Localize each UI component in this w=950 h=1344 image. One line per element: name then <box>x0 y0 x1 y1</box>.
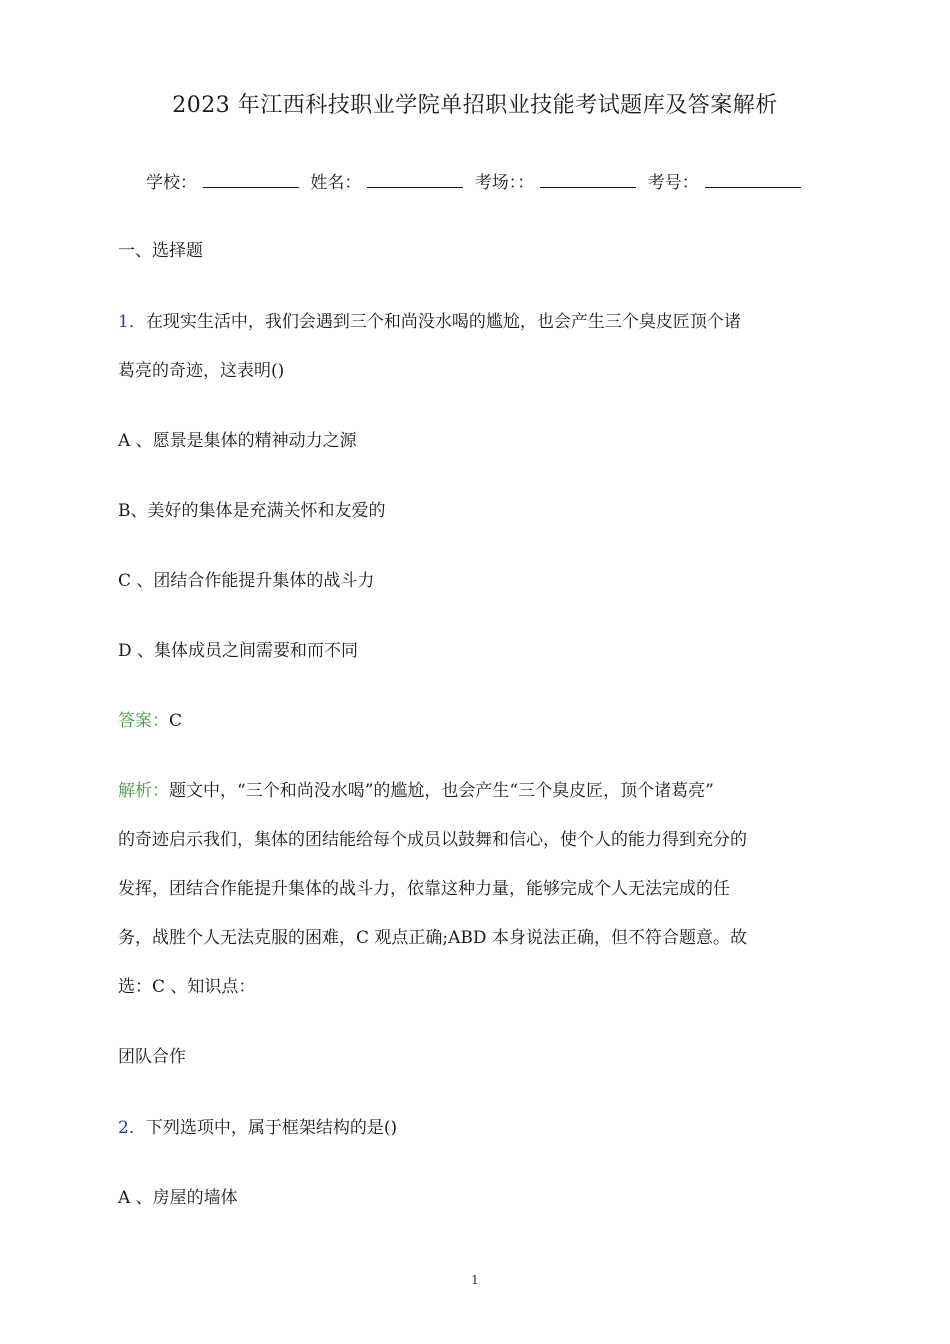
question-2-stem <box>118 1113 397 1138</box>
question-2-option-a: A 、房屋的墙体 <box>118 1188 238 1208</box>
number-label: 考号： <box>647 173 699 193</box>
section-heading: 一、选择题 <box>118 241 203 261</box>
question-1-answer <box>118 706 182 731</box>
name-label: 姓名： <box>310 173 362 193</box>
answer-label: 答案： <box>118 711 169 731</box>
question-2-number: 2． <box>118 1118 146 1138</box>
page-number: 1 <box>471 1273 479 1287</box>
question-2-stem-text: 下列选项中，属于框架结构的是() <box>145 1118 398 1138</box>
school-blank[interactable] <box>203 171 299 188</box>
question-1-stem-text: 在现实生活中，我们会遇到三个和尚没水喝的尴尬，也会产生三个臭皮匠顶个诸 <box>145 312 741 332</box>
analysis-label: 解析： <box>118 781 169 801</box>
question-1-stem-line-1 <box>118 307 741 332</box>
question-1-analysis-line-3: 发挥，团结合作能提升集体的战斗力，依靠这种力量，能够完成个人无法完成的任 <box>118 879 730 899</box>
school-label: 学校： <box>146 173 197 193</box>
answer-value: C <box>169 711 183 731</box>
question-1-analysis-line-5: 选：C 、知识点： <box>118 977 256 997</box>
question-1-knowledge-point: 团队合作 <box>118 1047 186 1067</box>
analysis-text-1: 题文中，“三个和尚没水喝”的尴尬，也会产生“三个臭皮匠，顶个诸葛亮” <box>169 781 714 801</box>
document-title: 2023 年江西科技职业学院单招职业技能考试题库及答案解析 <box>172 93 778 118</box>
question-1-number: 1． <box>118 312 146 332</box>
question-1-option-b: B、美好的集体是充满关怀和友爱的 <box>118 501 386 521</box>
name-blank[interactable] <box>367 171 463 188</box>
question-1-analysis-line-4: 务，战胜个人无法克服的困难，C 观点正确;ABD 本身说法正确，但不符合题意。故 <box>118 928 747 948</box>
question-1-stem-line-2: 葛亮的奇迹，这表明() <box>118 361 285 381</box>
room-blank[interactable] <box>540 171 636 188</box>
question-1-analysis-line-1 <box>118 776 714 801</box>
number-blank[interactable] <box>705 171 801 188</box>
question-1-option-d: D 、集体成员之间需要和而不同 <box>118 641 359 661</box>
question-1-option-c: C 、团结合作能提升集体的战斗力 <box>118 571 375 591</box>
question-1-analysis-line-2: 的奇迹启示我们，集体的团结能给每个成员以鼓舞和信心，使个人的能力得到充分的 <box>118 830 747 850</box>
question-1-option-a: A 、愿景是集体的精神动力之源 <box>118 431 357 451</box>
room-label: 考场：： <box>474 173 535 193</box>
student-info-row <box>146 168 807 193</box>
